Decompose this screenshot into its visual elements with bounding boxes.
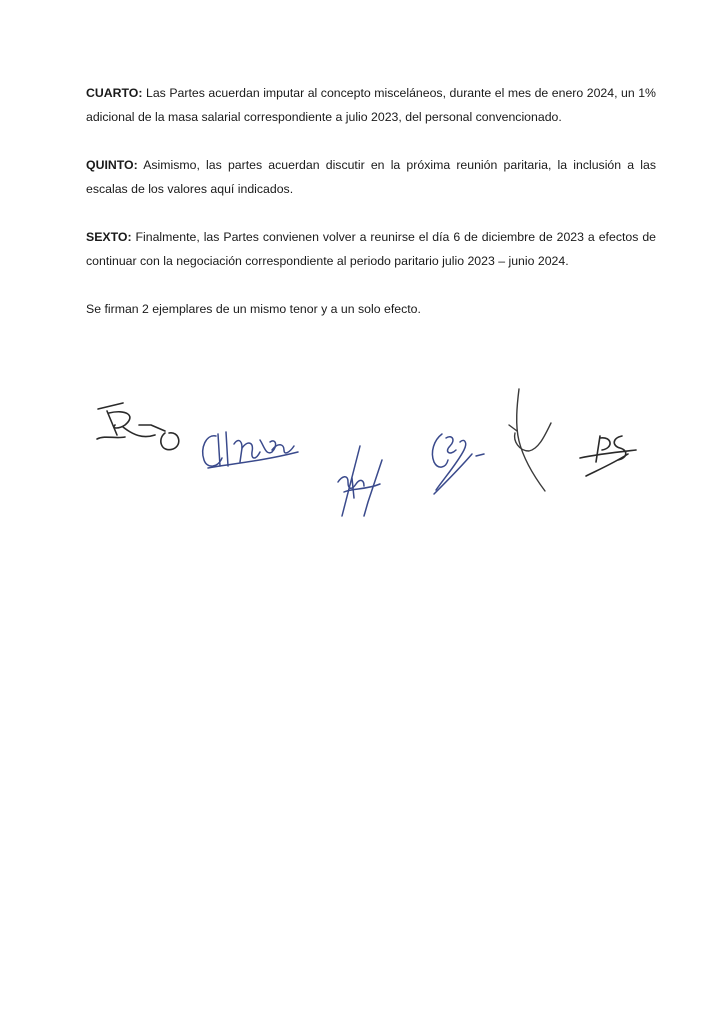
- document-body: [86, 81, 656, 345]
- clause-cuarto-text: Las Partes acuerdan imputar al concepto misceláneos, durante el mes de enero 2024, un 1% adicional de la masa salarial correspondiente a julio 2023, del personal convencionado.: [86, 86, 656, 124]
- clause-cuarto-label: CUARTO:: [86, 86, 143, 100]
- clause-quinto: [86, 153, 656, 201]
- clause-cuarto: [86, 81, 656, 129]
- clause-quinto-text: Asimismo, las partes acuerdan discutir en la próxima reunión paritaria, la inclusión a las escalas de los valores aquí indicados.: [86, 158, 656, 196]
- clause-quinto-label: QUINTO:: [86, 158, 138, 172]
- clause-sexto: [86, 225, 656, 273]
- signature-1: [95, 395, 190, 465]
- clause-sexto-label: SEXTO:: [86, 230, 132, 244]
- signature-3: [330, 442, 390, 522]
- clause-sexto-text: Finalmente, las Partes convienen volver a reunirse el día 6 de diciembre de 2023 a efectos de continuar con la negociación correspondiente al periodo paritario julio 2023 – junio 2024.: [86, 230, 656, 268]
- signature-6: [578, 428, 638, 483]
- signature-4: [424, 428, 494, 508]
- closing-statement: Se firman 2 ejemplares de un mismo tenor y a un solo efecto.: [86, 302, 421, 316]
- signature-2: [198, 422, 303, 477]
- signature-5: [505, 385, 560, 495]
- signatures-block: [0, 380, 724, 530]
